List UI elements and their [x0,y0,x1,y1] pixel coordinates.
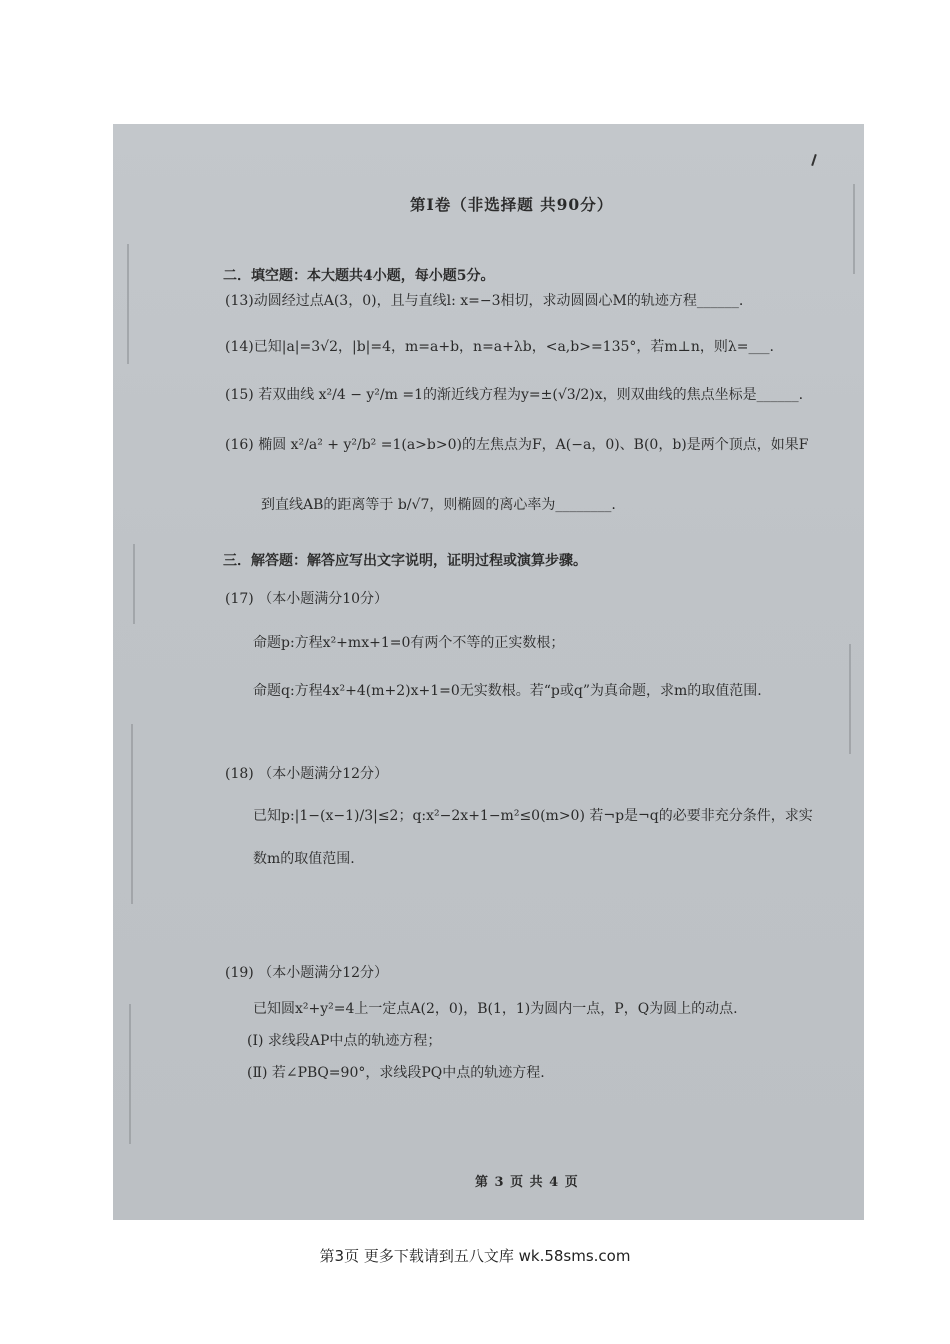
scan-mark [127,244,129,364]
question-15: (15) 若双曲线 x²/4 − y²/m =1的渐近线方程为y=±(√3/2)x，则双曲线的焦点坐标是______. [225,387,804,403]
question-17-line2: 命题q:方程4x²+4(m+2)x+1=0无实数根。若“p或q”为真命题，求m的取值范围. [253,683,762,699]
question-19-label: (19) （本小题满分12分） [225,965,389,981]
question-19-line1: 已知圆x²+y²=4上一定点A(2，0)，B(1，1)为圆内一点，P，Q为圆上的动点. [253,1001,738,1017]
question-17-line1: 命题p:方程x²+mx+1=0有两个不等的正实数根； [253,635,565,651]
question-16: (16) 椭圆 x²/a² + y²/b² =1(a>b>0)的左焦点为F，A(−a，0)、B(0，b)是两个顶点，如果F [225,437,809,453]
question-13: (13)动圆经过点A(3，0)，且与直线l: x=−3相切，求动圆圆心M的轨迹方程______. [225,293,744,309]
scan-mark [131,724,133,904]
exam-page-photo [113,124,864,1220]
question-18-label: (18) （本小题满分12分） [225,766,389,782]
question-19-part2: (Ⅱ) 若∠PBQ=90°，求线段PQ中点的轨迹方程. [247,1065,545,1081]
section-2-heading: 二．填空题：本大题共4小题，每小题5分。 [223,268,495,284]
scan-mark [129,1004,131,1144]
question-18-line1: 已知p:|1−(x−1)/3|≤2；q:x²−2x+1−m²≤0(m>0) 若¬p是¬q的必要非充分条件，求实 [253,808,813,824]
page-number: 第 3 页 共 4 页 [475,1175,579,1190]
download-caption: 第3页 更多下载请到五八文库 wk.58sms.com [319,1247,631,1265]
scan-mark [853,184,855,274]
question-16-cont: 到直线AB的距离等于 b/√7，则椭圆的离心率为________. [261,497,616,513]
scan-mark [849,644,851,754]
page-title: 第Ⅰ卷（非选择题 共90分） [410,195,614,214]
question-14: (14)已知|a|=3√2，|b|=4，m=a+b，n=a+λb，<a,b>=135°，若m⊥n，则λ=___. [225,339,774,355]
pen-mark [811,154,817,166]
question-19-part1: (Ⅰ) 求线段AP中点的轨迹方程； [247,1033,442,1049]
question-18-line2: 数m的取值范围. [253,851,355,867]
section-3-heading: 三．解答题：解答应写出文字说明，证明过程或演算步骤。 [223,553,587,569]
scan-mark [133,544,135,624]
question-17-label: (17) （本小题满分10分） [225,591,389,607]
